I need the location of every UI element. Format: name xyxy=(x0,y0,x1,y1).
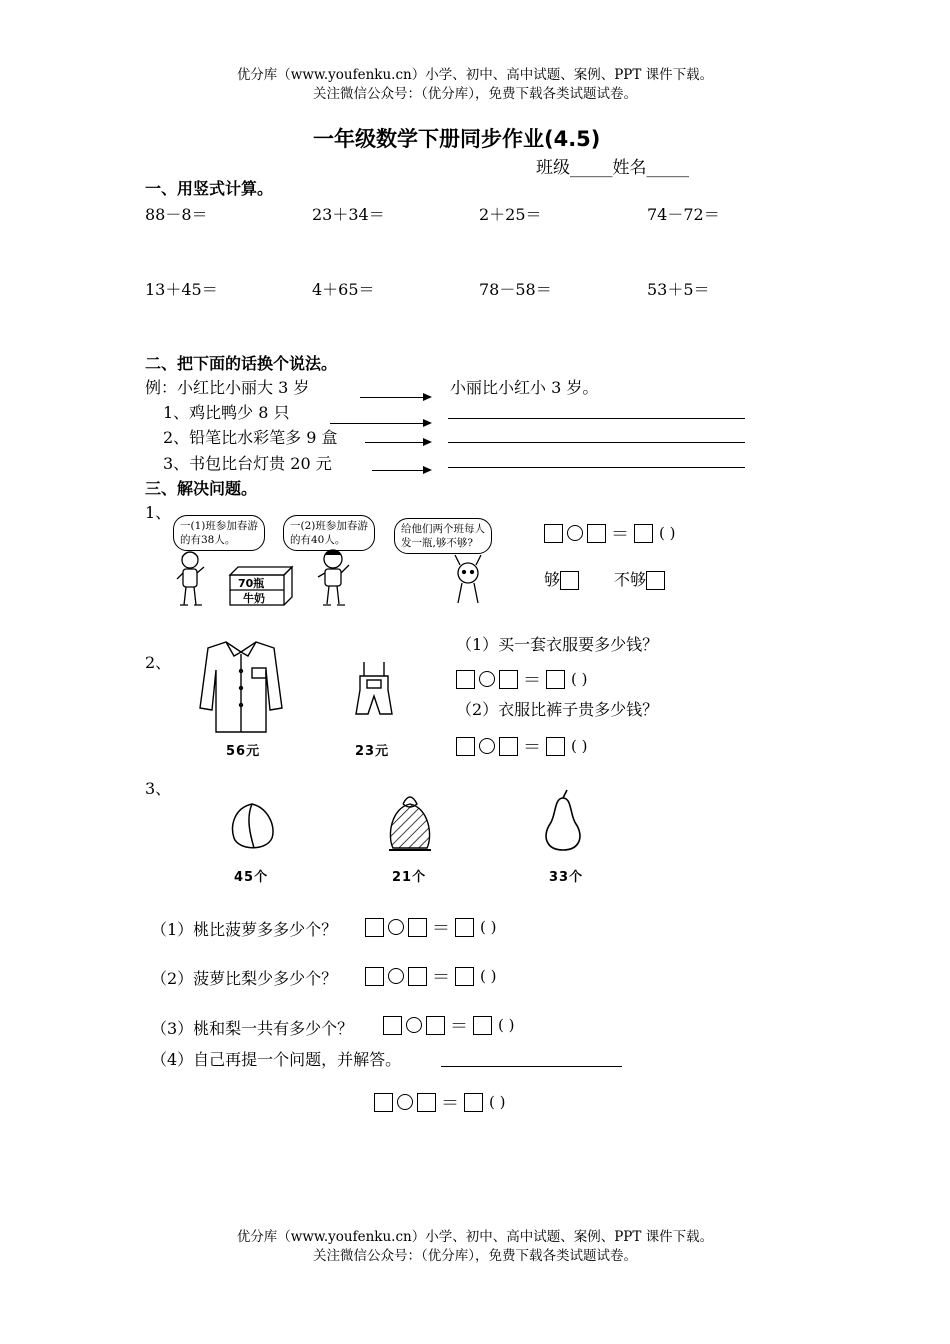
problem2-equation1: ＝ ( ) xyxy=(456,666,587,692)
calc-7: 78－58＝ xyxy=(479,280,552,299)
operator-circle[interactable] xyxy=(388,968,404,984)
answer-line-1[interactable] xyxy=(448,418,745,419)
problem1-label: 1、 xyxy=(145,503,172,522)
answer-box[interactable] xyxy=(365,918,384,937)
answer-box[interactable] xyxy=(456,670,475,689)
rephrase-item-3: 3、书包比台灯贵 20 元 xyxy=(163,454,332,473)
example-right: 小丽比小红小 3 岁。 xyxy=(450,378,599,397)
enough-box[interactable] xyxy=(560,571,579,590)
answer-box[interactable] xyxy=(499,737,518,756)
not-enough-choice: 不够 xyxy=(614,567,665,590)
enough-choice: 够 xyxy=(544,567,579,590)
class-name-line: 班级_____姓名_____ xyxy=(536,158,689,178)
shirt-price: 56元 xyxy=(226,744,261,759)
deer-icon xyxy=(455,555,481,603)
operator-circle[interactable] xyxy=(479,671,495,687)
answer-box[interactable] xyxy=(455,967,474,986)
calc-3: 2＋25＝ xyxy=(479,205,542,224)
unit-paren[interactable]: ( ) xyxy=(498,1016,515,1034)
answer-box[interactable] xyxy=(587,524,606,543)
problem3-equation2: ＝ ( ) xyxy=(365,963,496,989)
answer-box[interactable] xyxy=(374,1093,393,1112)
problem1-equation: ＝ ( ) xyxy=(544,520,675,546)
answer-box[interactable] xyxy=(383,1016,402,1035)
operator-circle[interactable] xyxy=(397,1094,413,1110)
boy-icon xyxy=(318,550,349,605)
section2-heading: 二、把下面的话换个说法。 xyxy=(145,354,338,373)
pants-price: 23元 xyxy=(355,744,390,759)
speech-bubble-2: 一(2)班参加春游 的有40人。 xyxy=(283,515,375,551)
problem2-label: 2、 xyxy=(145,653,172,672)
problem2-question2: （2）衣服比裤子贵多少钱？ xyxy=(456,700,659,719)
example-left: 例：小红比小丽大 3 岁 xyxy=(145,378,310,397)
rephrase-item-1: 1、鸡比鸭少 8 只 xyxy=(163,403,290,422)
operator-circle[interactable] xyxy=(406,1017,422,1033)
peach-count: 45个 xyxy=(234,870,269,885)
answer-line-3[interactable] xyxy=(448,467,745,468)
arrow-icon xyxy=(330,423,430,424)
answer-box[interactable] xyxy=(546,737,565,756)
problem3-equation3: ＝ ( ) xyxy=(383,1012,514,1038)
arrow-icon xyxy=(360,397,430,398)
operator-circle[interactable] xyxy=(567,525,583,541)
problem3-equation1: ＝ ( ) xyxy=(365,914,496,940)
unit-paren[interactable]: ( ) xyxy=(571,670,588,688)
shirt-icon xyxy=(196,636,286,736)
arrow-icon xyxy=(372,470,430,471)
girl-icon xyxy=(177,552,204,605)
unit-paren[interactable]: ( ) xyxy=(571,737,588,755)
answer-box[interactable] xyxy=(456,737,475,756)
answer-box[interactable] xyxy=(417,1093,436,1112)
milk-box-line2: 牛奶 xyxy=(243,592,265,605)
answer-box[interactable] xyxy=(464,1093,483,1112)
calc-1: 88－8＝ xyxy=(145,205,208,224)
problem3-question3: （3）桃和梨一共有多少个？ xyxy=(151,1019,354,1038)
answer-box[interactable] xyxy=(426,1016,445,1035)
not-enough-box[interactable] xyxy=(646,571,665,590)
section3-heading: 三、解决问题。 xyxy=(145,479,258,498)
calc-5: 13＋45＝ xyxy=(145,280,218,299)
problem3-equation4: ＝ ( ) xyxy=(374,1089,505,1115)
milk-box-line1: 70瓶 xyxy=(238,577,265,590)
answer-box[interactable] xyxy=(408,918,427,937)
operator-circle[interactable] xyxy=(388,919,404,935)
problem2-question1: （1）买一套衣服要多少钱？ xyxy=(456,635,659,654)
answer-box[interactable] xyxy=(365,967,384,986)
calc-2: 23＋34＝ xyxy=(312,205,385,224)
problem3-question1: （1）桃比菠萝多多少个？ xyxy=(151,920,338,939)
pineapple-count: 21个 xyxy=(392,870,427,885)
pants-icon xyxy=(350,660,400,725)
speech-bubble-1: 一(1)班参加春游 的有38人。 xyxy=(173,515,265,551)
unit-paren[interactable]: ( ) xyxy=(480,967,497,985)
header-line-2: 关注微信公众号：（优分库），免费下载各类试题试卷。 xyxy=(313,86,637,102)
answer-box[interactable] xyxy=(634,524,653,543)
answer-line-2[interactable] xyxy=(448,442,745,443)
answer-box[interactable] xyxy=(544,524,563,543)
problem2-equation2: ＝ ( ) xyxy=(456,733,587,759)
answer-box[interactable] xyxy=(408,967,427,986)
peach-icon xyxy=(228,800,278,855)
problem1-illustration xyxy=(168,545,508,615)
pineapple-icon xyxy=(385,792,435,856)
operator-circle[interactable] xyxy=(479,738,495,754)
answer-box[interactable] xyxy=(455,918,474,937)
footer-line-1: 优分库（www.youfenku.cn）小学、初中、高中试题、案例、PPT 课件下载。 xyxy=(236,1229,714,1245)
arrow-icon xyxy=(365,442,430,443)
pear-count: 33个 xyxy=(549,870,584,885)
footer-line-2: 关注微信公众号：（优分库），免费下载各类试题试卷。 xyxy=(313,1248,637,1264)
own-question-line[interactable] xyxy=(441,1066,622,1067)
unit-paren[interactable]: ( ) xyxy=(659,524,676,542)
unit-paren[interactable]: ( ) xyxy=(489,1093,506,1111)
answer-box[interactable] xyxy=(546,670,565,689)
unit-paren[interactable]: ( ) xyxy=(480,918,497,936)
section1-heading: 一、用竖式计算。 xyxy=(145,179,274,198)
calc-4: 74－72＝ xyxy=(647,205,720,224)
calc-8: 53＋5＝ xyxy=(647,280,710,299)
speech-bubble-3: 给他们两个班每人 发一瓶,够不够? xyxy=(394,518,492,554)
problem3-label: 3、 xyxy=(145,779,172,798)
problem3-question2: （2）菠萝比梨少多少个？ xyxy=(151,969,338,988)
answer-box[interactable] xyxy=(499,670,518,689)
pear-icon xyxy=(540,788,586,854)
rephrase-item-2: 2、铅笔比水彩笔多 9 盒 xyxy=(163,428,338,447)
page-title: 一年级数学下册同步作业(4.5) xyxy=(313,127,601,151)
calc-6: 4＋65＝ xyxy=(312,280,375,299)
header-line-1: 优分库（www.youfenku.cn）小学、初中、高中试题、案例、PPT 课件下载。 xyxy=(236,67,714,83)
answer-box[interactable] xyxy=(473,1016,492,1035)
problem3-question4: （4）自己再提一个问题，并解答。 xyxy=(151,1050,402,1069)
